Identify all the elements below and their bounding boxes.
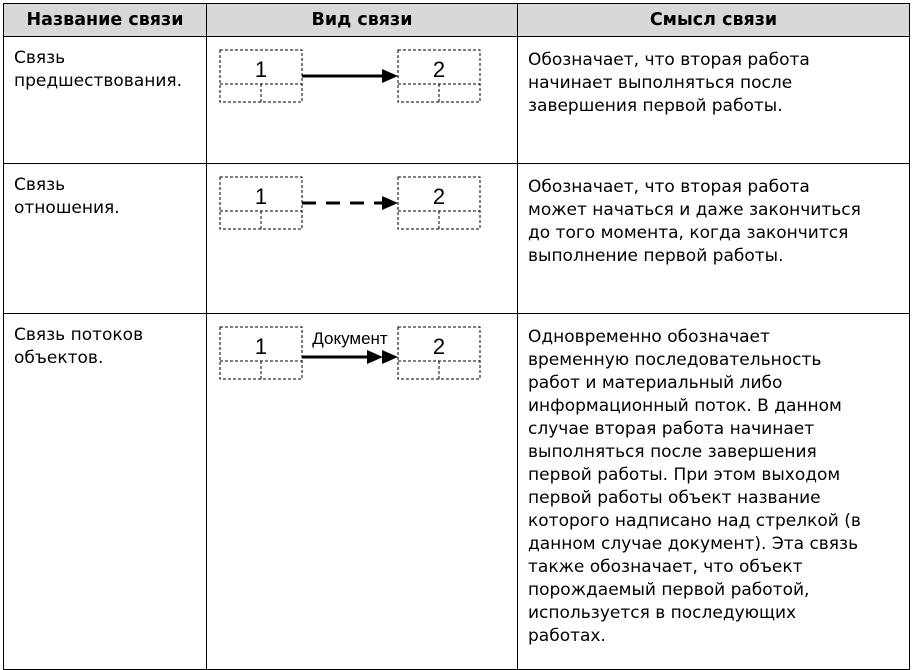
header-meaning: Смысл связи xyxy=(518,4,910,37)
link-name: Связь потоков объектов. xyxy=(14,325,144,368)
double-arrow-icon xyxy=(302,350,398,364)
link-name-cell xyxy=(4,37,207,164)
work-number-2: 2 xyxy=(432,184,446,209)
work-box-1 xyxy=(220,177,302,229)
link-diagram-cell xyxy=(207,164,518,314)
link-name: Связь отношения. xyxy=(14,175,120,218)
link-meaning: Обозначает, что вторая работа может начаться и даже закончиться до того момента, когда закончится выполнение первой работы. xyxy=(528,177,861,266)
object-flow-diagram xyxy=(207,314,517,657)
arrow-label: Документ xyxy=(312,329,388,348)
link-name-cell xyxy=(4,164,207,314)
link-meaning-cell xyxy=(518,164,910,314)
header-name: Название связи xyxy=(4,4,207,37)
table-row xyxy=(4,164,910,314)
link-meaning-cell xyxy=(518,314,910,670)
header-view: Вид связи xyxy=(207,4,518,37)
table-row xyxy=(4,314,910,670)
work-box-2 xyxy=(398,177,480,229)
link-meaning: Обозначает, что вторая работа начинает выполняться после завершения первой работы. xyxy=(528,50,810,116)
precedence-diagram xyxy=(207,37,517,151)
solid-arrow-icon xyxy=(302,69,398,83)
work-number-2: 2 xyxy=(432,334,446,359)
work-box-2 xyxy=(398,50,480,102)
link-name-cell xyxy=(4,314,207,670)
work-box-1 xyxy=(220,327,302,379)
header-row xyxy=(4,4,910,37)
dashed-arrow-icon xyxy=(302,196,398,210)
work-number-1: 1 xyxy=(254,57,268,82)
work-number-1: 1 xyxy=(254,184,268,209)
link-diagram-cell xyxy=(207,37,518,164)
work-number-2: 2 xyxy=(432,57,446,82)
work-number-1: 1 xyxy=(254,334,268,359)
work-box-2 xyxy=(398,327,480,379)
work-box-1 xyxy=(220,50,302,102)
link-meaning: Одновременно обозначает временную последовательность работ и материальный либо информационный поток. В данном случае вторая работа начинает выполняться после завершения первой работы. При этом выходом первой работы объект название которого надписано над стрелкой (в данном случае документ). Эта связь также обозначает, что объект порождаемый первой работой, используется в последующих работах. xyxy=(528,327,861,646)
link-diagram-cell xyxy=(207,314,518,670)
links-table xyxy=(3,3,910,670)
relation-diagram xyxy=(207,164,517,301)
table-row xyxy=(4,37,910,164)
link-meaning-cell xyxy=(518,37,910,164)
link-name: Связь предшествования. xyxy=(14,48,183,91)
